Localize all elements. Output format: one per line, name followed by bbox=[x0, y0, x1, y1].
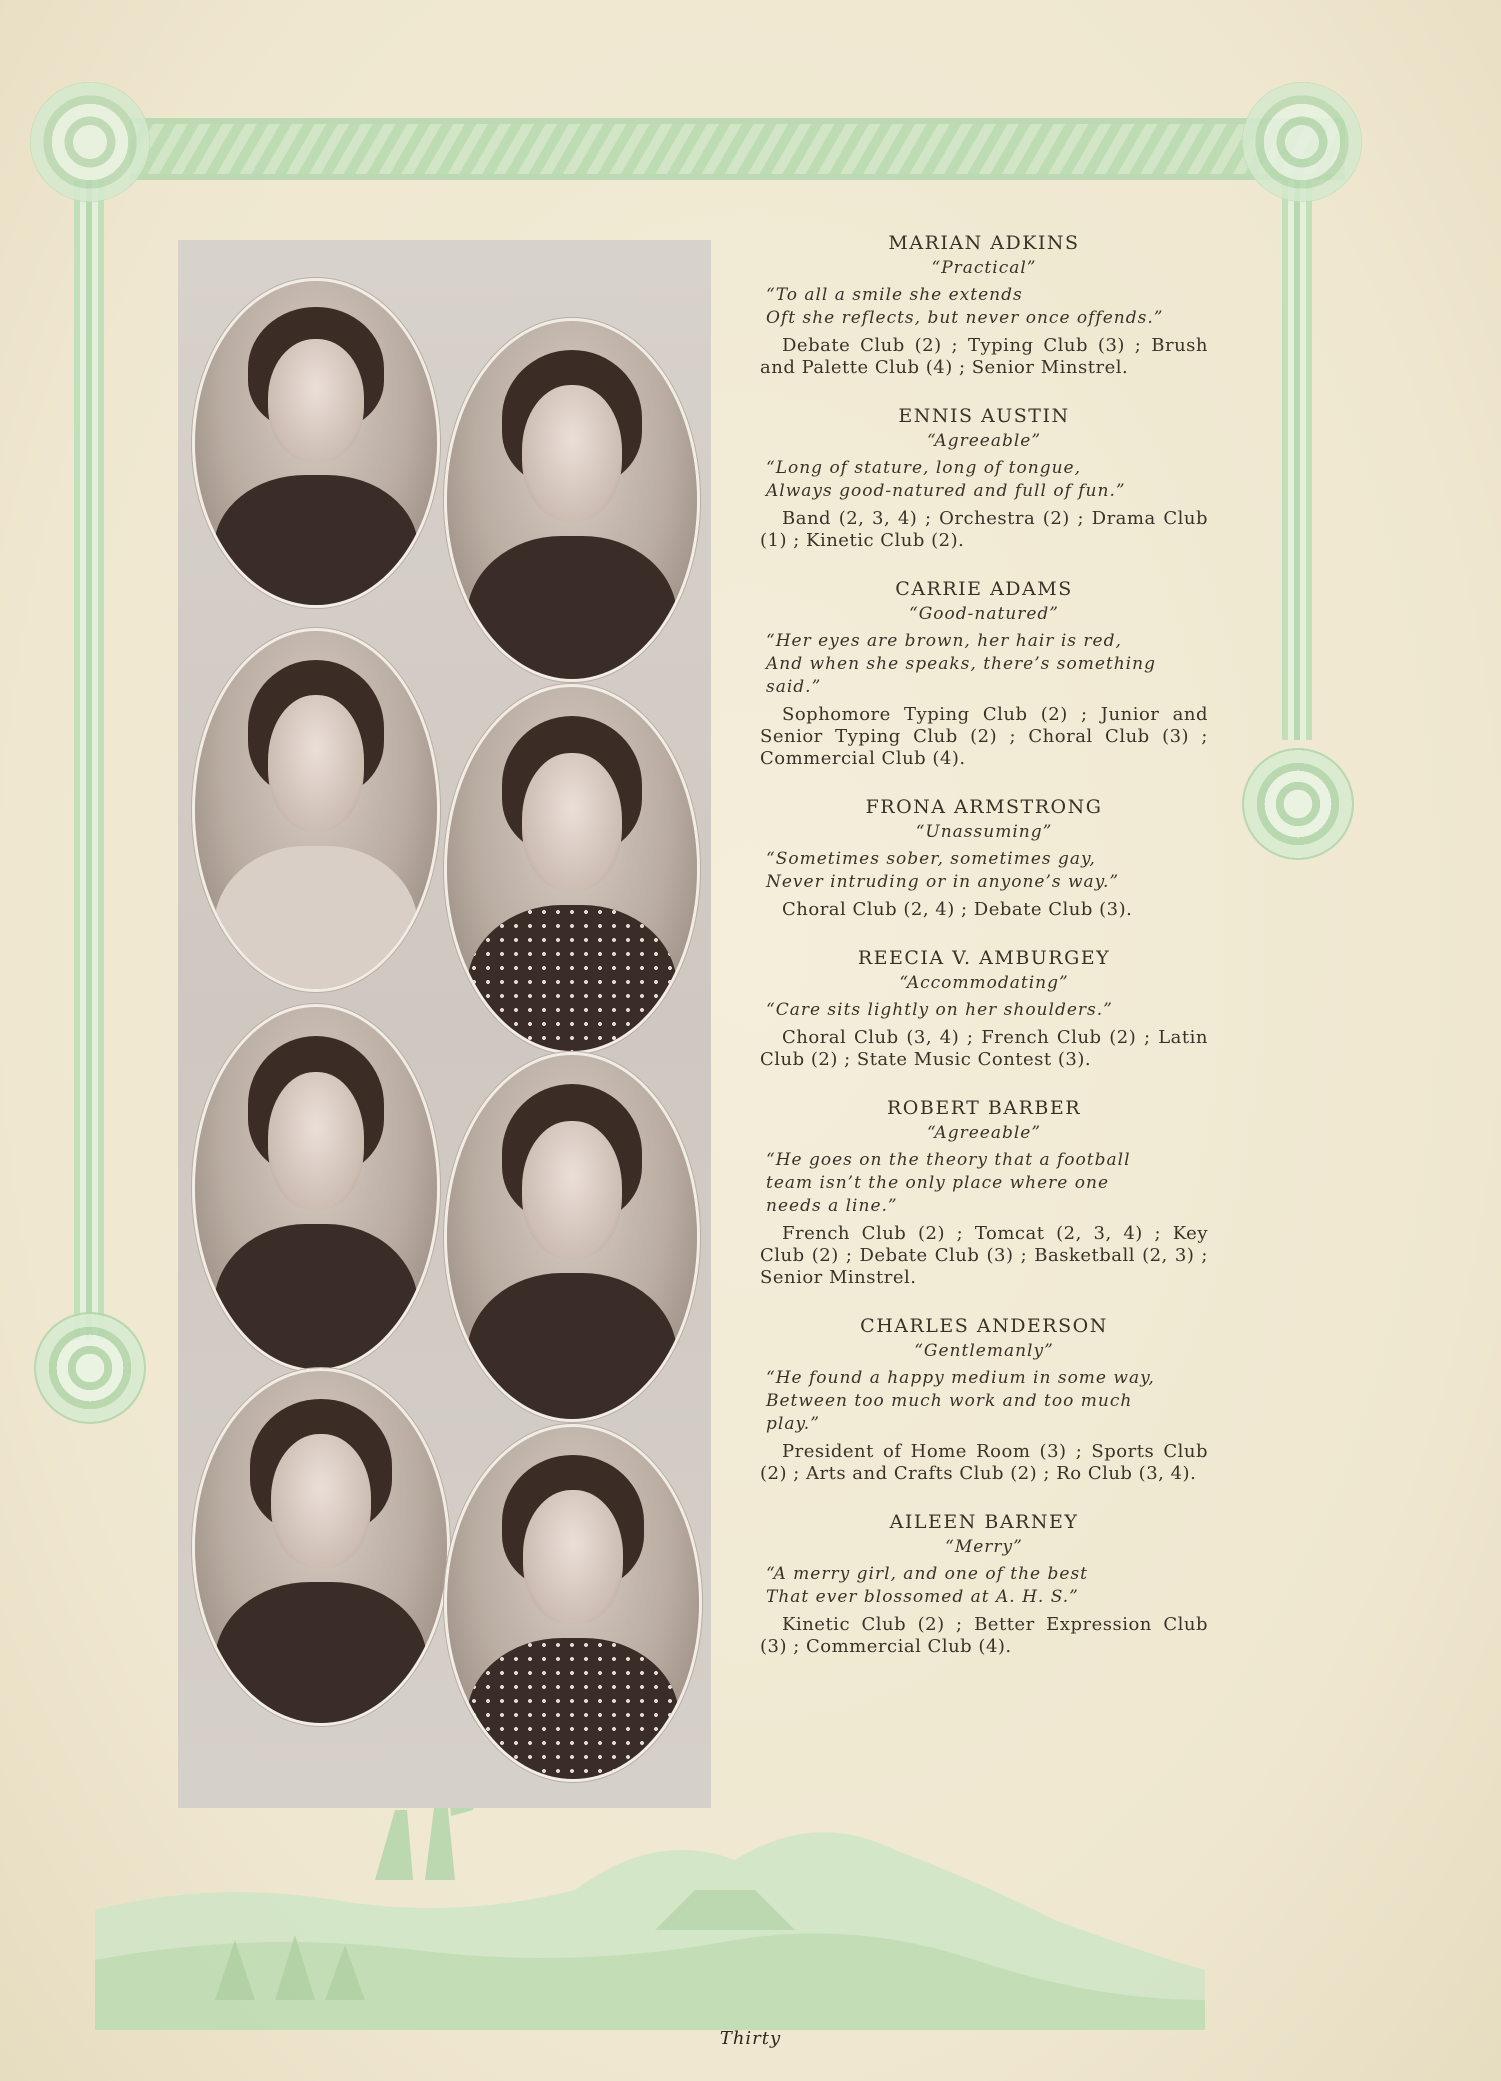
senior-entry bbox=[760, 796, 1208, 921]
student-name: CHARLES ANDERSON bbox=[860, 1315, 1108, 1337]
student-nickname: “Accommodating” bbox=[899, 973, 1069, 993]
student-name: ROBERT BARBER bbox=[886, 1097, 1082, 1119]
student-quote: “He found a happy medium in some way, Between too much work and too much play.” bbox=[766, 1368, 1155, 1434]
student-nickname: “Good-natured” bbox=[909, 604, 1059, 624]
student-quote: “Long of stature, long of tongue, Always good-natured and full of fun.” bbox=[766, 458, 1126, 501]
student-name: FRONA ARMSTRONG bbox=[865, 796, 1103, 818]
portrait-photo bbox=[444, 684, 700, 1054]
student-name: CARRIE ADAMS bbox=[895, 578, 1073, 600]
landscape-illustration-icon bbox=[95, 1770, 1205, 2030]
portrait-photo bbox=[192, 278, 440, 608]
senior-entry bbox=[760, 405, 1208, 552]
student-nickname: “Merry” bbox=[945, 1537, 1023, 1557]
portrait-photo bbox=[192, 1368, 450, 1726]
student-quote: “Sometimes sober, sometimes gay, Never intruding or in anyone’s way.” bbox=[766, 849, 1120, 892]
senior-entry bbox=[760, 947, 1208, 1071]
student-activities: Debate Club (2) ; Typing Club (3) ; Brush and Palette Club (4) ; Senior Minstrel. bbox=[760, 335, 1208, 378]
student-quote: “A merry girl, and one of the best That ever blossomed at A. H. S.” bbox=[766, 1564, 1089, 1607]
student-activities: Choral Club (3, 4) ; French Club (2) ; Latin Club (2) ; State Music Contest (3). bbox=[760, 1027, 1208, 1070]
student-activities: Sophomore Typing Club (2) ; Junior and Senior Typing Club (2) ; Choral Club (3) ; Commercial Club (4). bbox=[760, 704, 1208, 769]
student-name: ENNIS AUSTIN bbox=[898, 405, 1070, 427]
medallion-right-icon bbox=[1242, 748, 1354, 860]
student-quote: “Care sits lightly on her shoulders.” bbox=[766, 1000, 1113, 1020]
decorative-border-right bbox=[1282, 180, 1312, 740]
student-name: AILEEN BARNEY bbox=[889, 1511, 1079, 1533]
decorative-border-left bbox=[74, 180, 104, 1340]
portrait-photo bbox=[192, 1004, 440, 1372]
student-name: MARIAN ADKINS bbox=[888, 232, 1080, 254]
decorative-border-top bbox=[130, 118, 1345, 180]
student-quote: “To all a smile she extends Oft she reflects, but never once offends.” bbox=[766, 285, 1164, 328]
senior-entry bbox=[760, 1315, 1208, 1485]
page-number: Thirty bbox=[719, 2028, 782, 2049]
portrait-photo bbox=[444, 318, 700, 682]
student-nickname: “Unassuming” bbox=[915, 822, 1053, 842]
corner-ornament-right-icon bbox=[1242, 82, 1362, 202]
senior-entry bbox=[760, 232, 1208, 379]
portrait-photo bbox=[444, 1052, 700, 1422]
student-activities: Kinetic Club (2) ; Better Expression Club (3) ; Commercial Club (4). bbox=[760, 1614, 1208, 1657]
student-activities: French Club (2) ; Tomcat (2, 3, 4) ; Key Club (2) ; Debate Club (3) ; Basketball (2, 3) ; Senior Minstrel. bbox=[760, 1223, 1208, 1288]
student-activities: President of Home Room (3) ; Sports Club (2) ; Arts and Crafts Club (2) ; Ro Club (3, 4). bbox=[760, 1441, 1208, 1484]
senior-entry bbox=[760, 1097, 1208, 1289]
student-nickname: “Practical” bbox=[931, 258, 1037, 278]
student-activities: Choral Club (2, 4) ; Debate Club (3). bbox=[782, 899, 1133, 920]
student-nickname: “Agreeable” bbox=[926, 431, 1042, 451]
senior-entries bbox=[760, 232, 1208, 1684]
medallion-left-icon bbox=[34, 1312, 146, 1424]
portrait-photo bbox=[192, 628, 440, 992]
corner-ornament-left-icon bbox=[30, 82, 150, 202]
student-nickname: “Gentlemanly” bbox=[914, 1341, 1054, 1361]
student-quote: “He goes on the theory that a football team isn’t the only place where one needs a line.” bbox=[766, 1150, 1131, 1216]
senior-entry bbox=[760, 578, 1208, 770]
senior-entry bbox=[760, 1511, 1208, 1658]
student-nickname: “Agreeable” bbox=[926, 1123, 1042, 1143]
student-activities: Band (2, 3, 4) ; Orchestra (2) ; Drama Club (1) ; Kinetic Club (2). bbox=[760, 508, 1208, 551]
portrait-panel bbox=[178, 240, 711, 1808]
student-quote: “Her eyes are brown, her hair is red, And when she speaks, there’s something said.” bbox=[766, 631, 1156, 697]
portrait-photo bbox=[444, 1424, 702, 1782]
student-name: REECIA V. AMBURGEY bbox=[857, 947, 1111, 969]
